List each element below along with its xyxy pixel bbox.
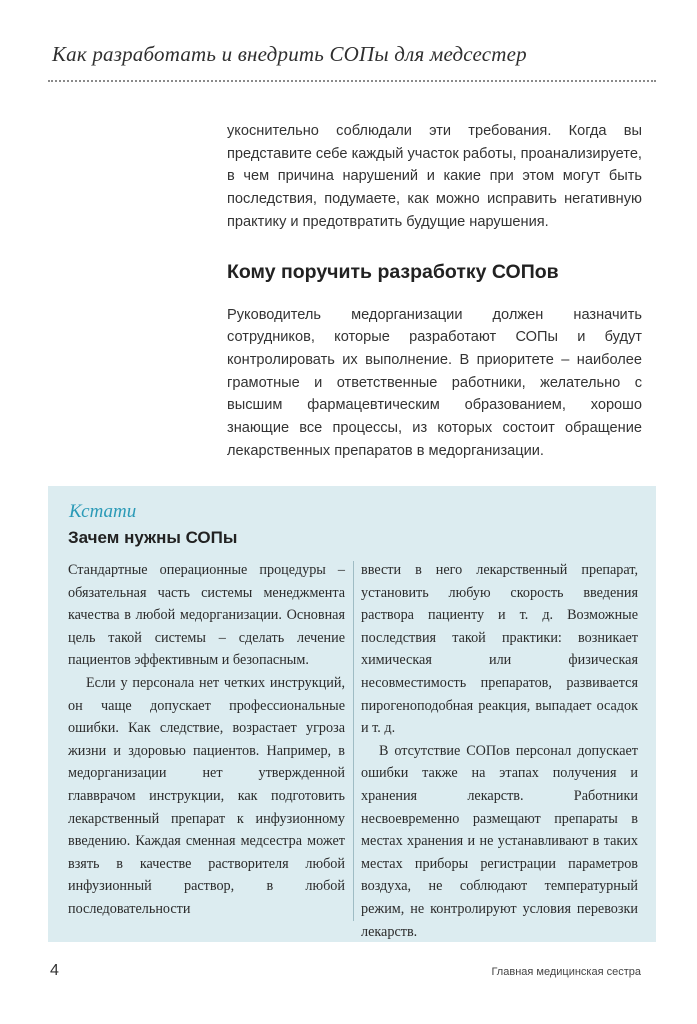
main-column — [227, 120, 642, 462]
sidebar-left-paragraph-1: Стандартные операционные процедуры – обязательная часть системы менеджмента качества в любой медорганизации. Основная цель такой системы – сделать лечение пациентов эффективным и безопасным. — [68, 562, 345, 669]
footer-journal-name: Главная медицинская сестра — [491, 966, 641, 978]
section-paragraph: Руководитель медорганизации должен назначить сотрудников, которые разработают СОПы и будут контролировать их выполнение. В приоритете – наиболее грамотные и ответственные работники, желательно с высшим фармацевтическим образованием, хорошо знающие все процессы, из которых состоит обращение лекарственных препаратов в медорганизации. — [227, 306, 642, 459]
sidebar-right-paragraph-1: ввести в него лекарственный препарат, установить любую скорость введения раствора пациенту и т. д. Возможные последствия такой практики: возникает химическая или физическая несовместимость препаратов, развивается пирогеноподобная реакция, выпадает осадок и т. д. — [361, 562, 638, 737]
sidebar-left-paragraph-2: Если у персонала нет четких инструкций, он чаще допускает профессиональные ошибки. Как следствие, возрастает угроза жизни и здоровью пациентов. Например, в медорганизации нет утвержденной главврачом инструкции, как подготовить лекарственный препарат к инфузионному введению. Каждая сменная медсестра может взять в качестве растворителя любой инфузионный раствор, в любой последовательности — [68, 674, 345, 917]
sidebar-right-paragraph-2: В отсутствие СОПов персонал допускает ошибки также на этапах получения и хранения лекарств. Работники несвоевременно размещают препараты в местах хранения и не устанавливают в таких местах приборы регистрации параметров воздуха, не соблюдают температурный режим, не контролируют условия перевозки лекарств. — [361, 742, 638, 940]
intro-paragraph: укоснительно соблюдали эти требования. Когда вы представите себе каждый участок работы, проанализируете, в чем причина нарушений и какие при этом могут быть последствия, подумаете, как можно исправить негативную практику и предотвратить будущие нарушения. — [227, 123, 642, 230]
section-heading: Кому поручить разработку СОПов — [227, 260, 559, 283]
sidebar-title: Зачем нужны СОПы — [68, 528, 238, 547]
sidebar-left-column — [68, 559, 345, 921]
column-divider — [353, 561, 354, 921]
sidebar-right-column — [361, 559, 638, 943]
running-header-title: Как разработать и внедрить СОПы для медсестер — [52, 42, 527, 66]
sidebar-label: Кстати — [69, 501, 137, 522]
sidebar-box — [48, 486, 656, 942]
header-dotted-rule — [48, 80, 656, 82]
page-number: 4 — [50, 962, 59, 979]
